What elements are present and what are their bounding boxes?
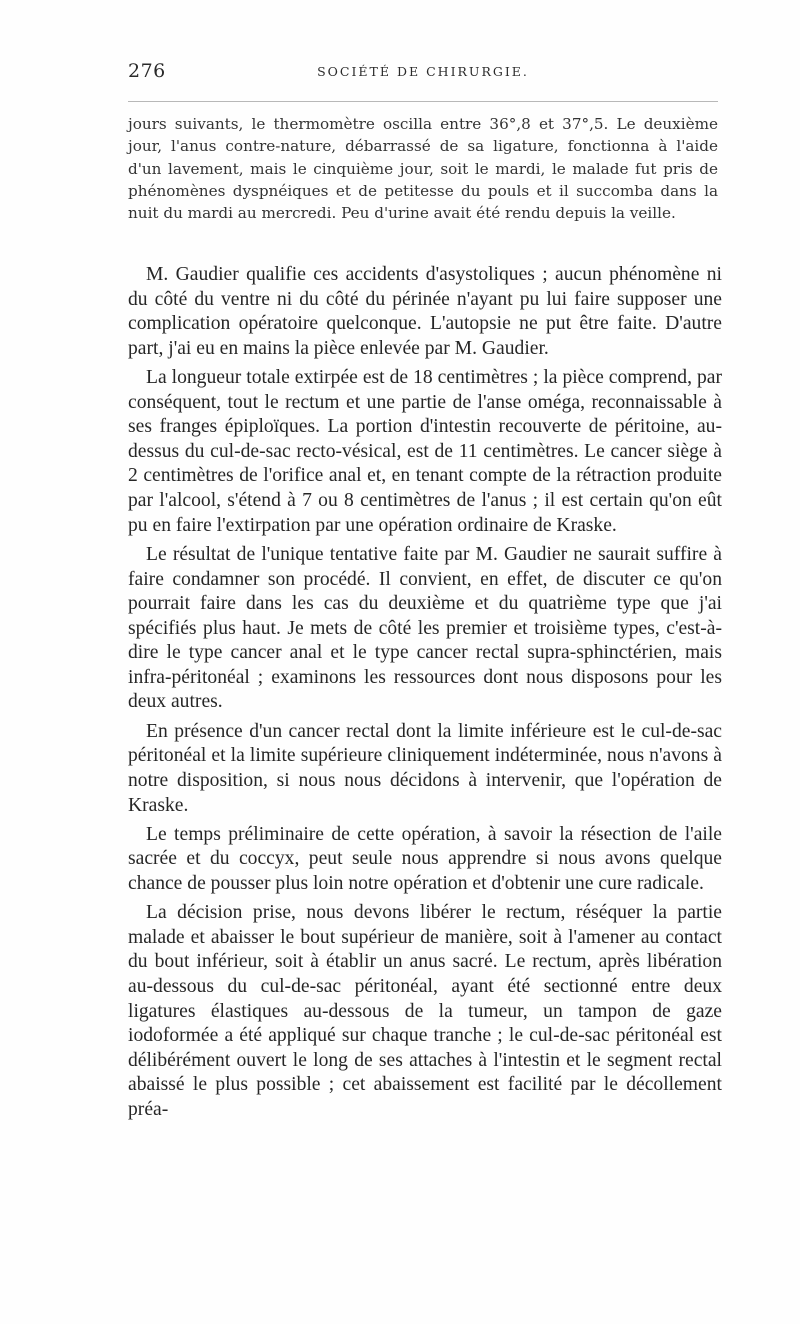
running-head: SOCIÉTÉ DE CHIRURGIE. bbox=[317, 64, 529, 79]
page-number: 276 bbox=[128, 60, 166, 82]
paragraph-2: La longueur totale extirpée est de 18 centimètres ; la pièce comprend, par conséquent, tout le rectum et une partie de l'anse oméga, reconnaissable à ses franges épiploïques. La portion d'intestin recouverte de péritoine, au-dessus du cul-de-sac recto-vésical, est de 11 centimètres. Le cancer siège à 2 centimètres de l'orifice anal et, en tenant compte de la rétraction produite par l'alcool, s'étend à 7 ou 8 centimètres de l'anus ; il est certain qu'on eût pu en faire l'extirpation par une opération ordinaire de Kraske. bbox=[128, 367, 722, 536]
page-header bbox=[128, 60, 718, 90]
paragraph-5: Le temps préliminaire de cette opération, à savoir la résection de l'aile sacrée et du coccyx, peut seule nous apprendre si nous avons quelque chance de pousser plus loin notre opération et d'obtenir une cure radicale. bbox=[128, 823, 722, 894]
paragraph-1: M. Gaudier qualifie ces accidents d'asystoliques ; aucun phénomène ni du côté du ventre ni du côté du périnée n'ayant pu lui faire supposer une complication opératoire quelconque. L'autopsie ne put être faite. D'autre part, j'ai eu en mains la pièce enlevée par M. Gaudier. bbox=[128, 264, 722, 359]
body-text bbox=[128, 263, 722, 1127]
note-paragraph: jours suivants, le thermomètre oscilla entre 36°,8 et 37°,5. Le deuxième jour, l'anus contre-nature, débarrassé de sa ligature, fonctionna à l'aide d'un lavement, mais le cinquième jour, soit le mardi, le malade fut pris de phénomènes dyspnéiques et de petitesse du pouls et il succomba dans la nuit du mardi au mercredi. Peu d'urine avait été rendu depuis la veille. bbox=[128, 115, 718, 223]
small-print-note bbox=[128, 113, 718, 224]
paragraph-3: Le résultat de l'unique tentative faite par M. Gaudier ne saurait suffire à faire condamner son procédé. Il convient, en effet, de discuter ce qu'on pourrait faire dans les cas du deuxième et du quatrième type que j'ai spécifiés plus haut. Je mets de côté les premier et troisième types, c'est-à-dire le type cancer anal et le type cancer rectal supra-sphinctérien, mais infra-péritonéal ; examinons les ressources dont nous disposons pour les deux autres. bbox=[128, 543, 722, 713]
paragraph-4: En présence d'un cancer rectal dont la limite inférieure est le cul-de-sac péritonéal et la limite supérieure cliniquement indéterminée, nous n'avons à notre disposition, si nous nous décidons à intervenir, que l'opération de Kraske. bbox=[128, 720, 722, 816]
header-rule bbox=[128, 101, 718, 102]
paragraph-6: La décision prise, nous devons libérer le rectum, réséquer la partie malade et abaisser le bout supérieur de manière, soit à l'amener au contact du bout inférieur, soit à établir un anus sacré. Le rectum, après libération au-dessous du cul-de-sac péritonéal, ayant été sectionné entre deux ligatures élastiques au-dessous de la tumeur, un tampon de gaze iodoformée a été appliqué sur chaque tranche ; le cul-de-sac péritonéal est délibérément ouvert le long de ses attaches à l'intestin et le segment rectal abaissé le plus possible ; cet abaissement est facilité par le décollement préa- bbox=[128, 902, 722, 1121]
